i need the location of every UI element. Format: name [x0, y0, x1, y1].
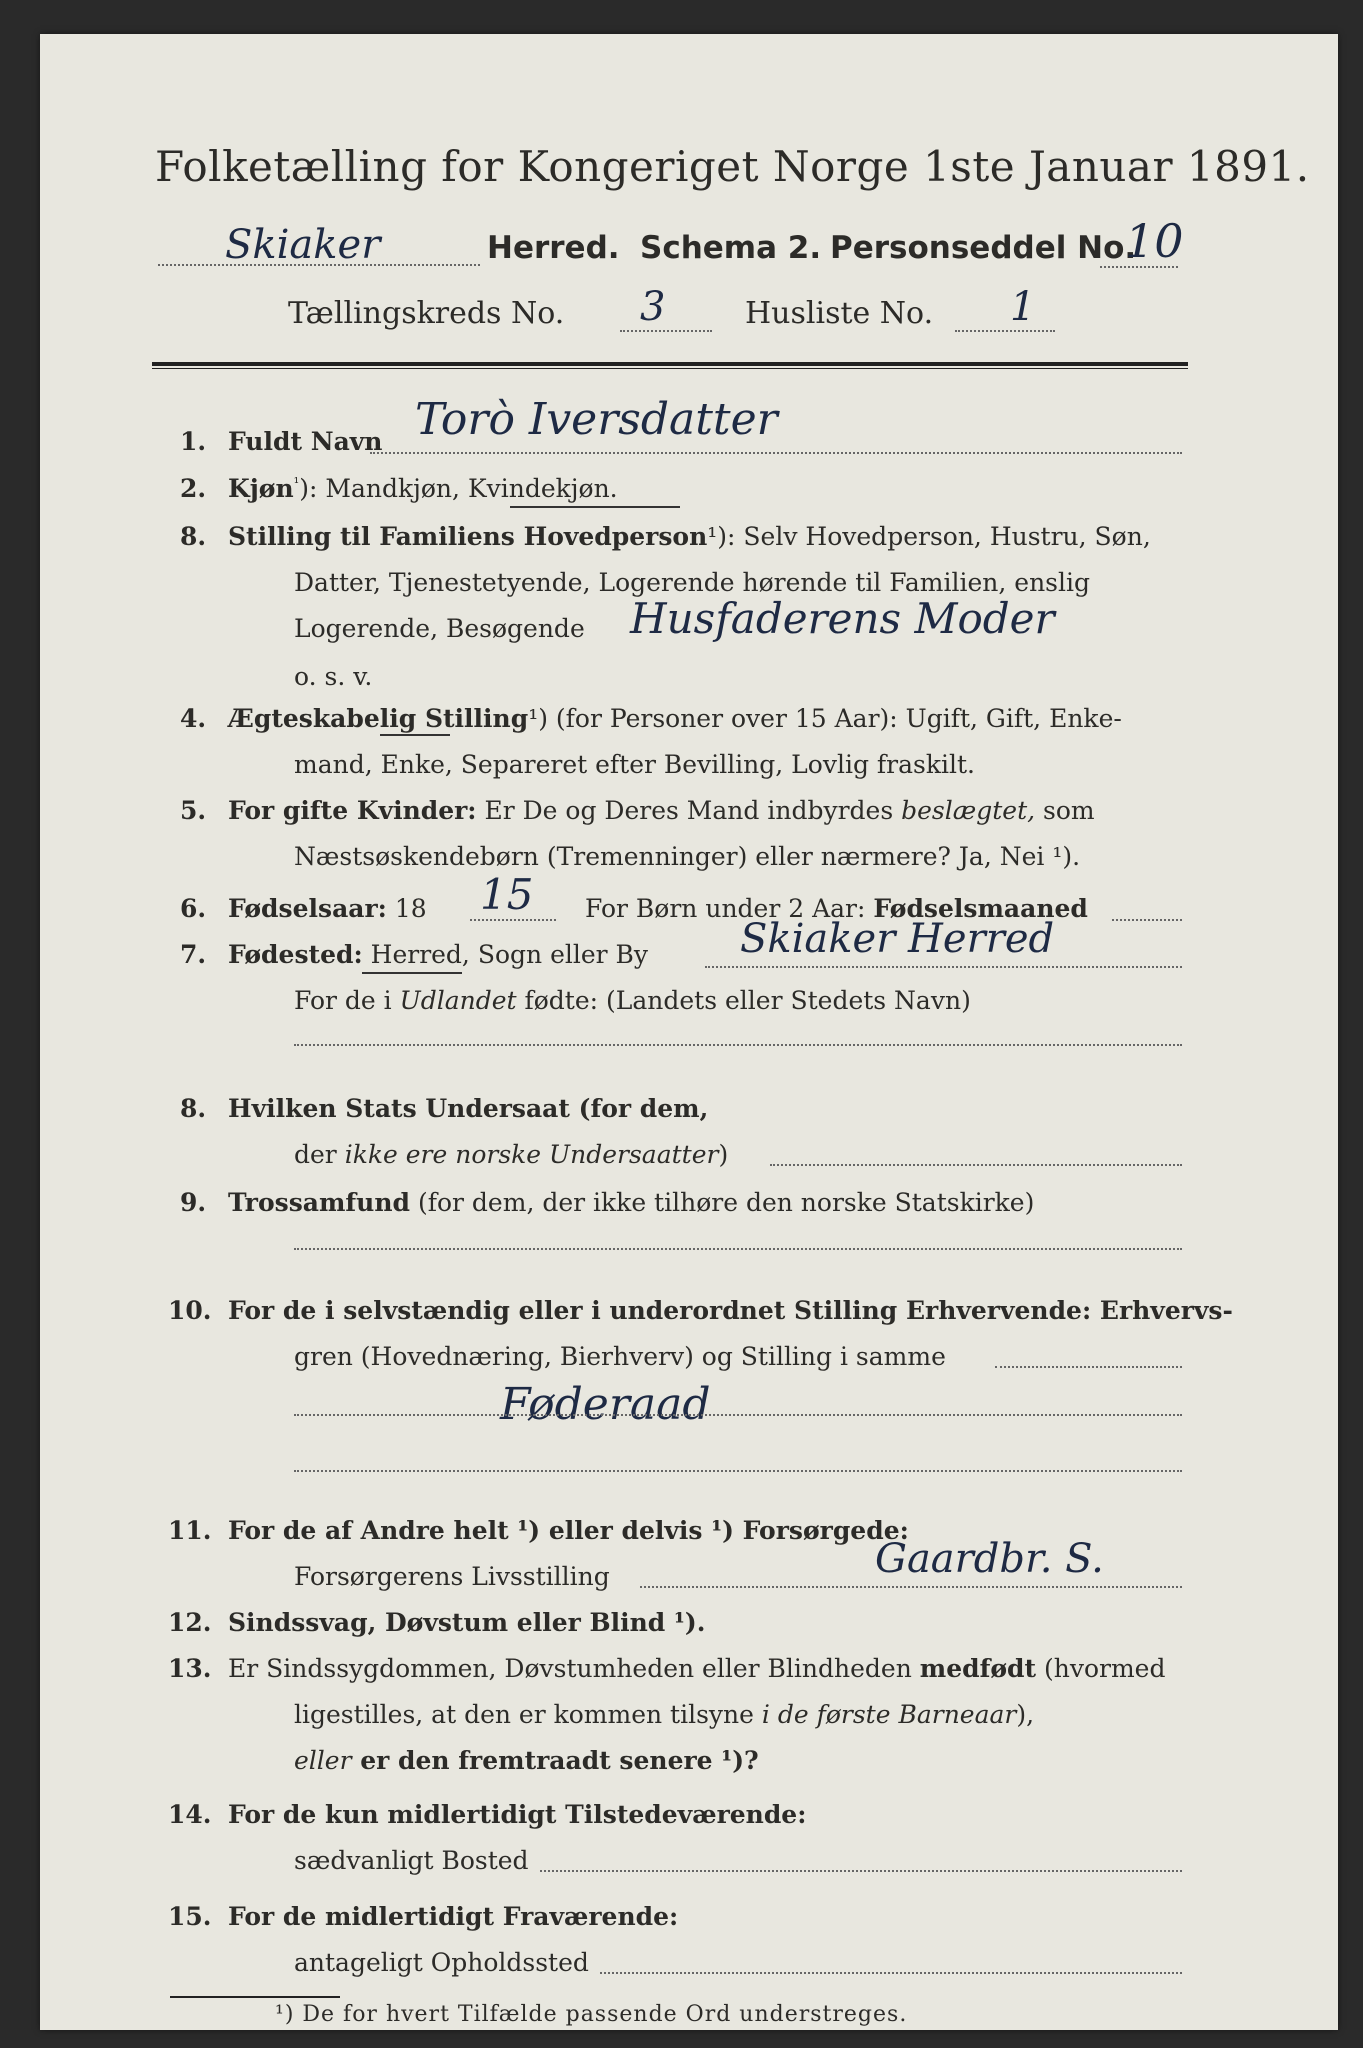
item-12-number: 12.	[168, 1608, 212, 1637]
taellingskreds-label: Tællingskreds No.	[288, 296, 565, 331]
temporary-residence-dotted-line	[600, 1972, 1182, 1974]
item-1-number: 1.	[180, 427, 207, 456]
personseddel-value: 10	[1125, 214, 1184, 268]
item-8-line2a: der	[294, 1140, 345, 1169]
nationality-dotted-line	[770, 1164, 1182, 1166]
kvindekjon-underline	[510, 506, 680, 508]
item-5-som: som	[1035, 796, 1095, 825]
item-5-line2: Næstsøskendebørn (Tremenninger) eller nærmere? Ja, Nei ¹).	[294, 842, 1081, 871]
herred-option: Herred,	[370, 940, 470, 969]
item-6-prefix: 18	[386, 894, 427, 923]
item-11-line1: For de af Andre helt ¹) eller delvis ¹) Forsørgede:	[228, 1516, 909, 1545]
occupation-dotted-line-3	[294, 1470, 1182, 1472]
husliste-dotted-line	[955, 330, 1055, 332]
form-title: Folketælling for Kongeriget Norge 1ste Januar 1891.	[155, 142, 1310, 191]
occupation-dotted-line-2	[294, 1414, 1182, 1416]
item-10-line2: gren (Hovednæring, Bierhverv) og Stilling i samme	[294, 1342, 946, 1371]
item-11-number: 11.	[168, 1516, 212, 1545]
item-13-line2b: ),	[1016, 1700, 1035, 1729]
full-name-value: Torò Iversdatter	[415, 394, 778, 445]
personseddel-dotted-line	[1100, 266, 1178, 268]
item-13-line3b: er den fremtraadt senere ¹)?	[351, 1746, 759, 1775]
item-8-line1: Hvilken Stats Undersaat (for dem,	[228, 1094, 709, 1123]
item-5-beslaegtet: beslægtet,	[901, 796, 1036, 825]
item-4-line2a: mand,	[294, 750, 381, 779]
herred-label: Herred.	[487, 230, 620, 266]
item-13-line2i: i de første Barneaar	[761, 1700, 1017, 1729]
item-3-line1: ¹): Selv Hovedperson, Hustru, Søn,	[707, 522, 1151, 551]
full-name-dotted-line	[370, 452, 1182, 454]
religion-dotted-line	[294, 1248, 1182, 1250]
header-rule-thin	[152, 368, 1188, 369]
item-7-label: Fødested:	[228, 940, 363, 969]
birthplace-dotted-line	[705, 966, 1182, 968]
family-position-value: Husfaderens Moder	[630, 594, 1055, 643]
item-6-rest: For Børn under 2 Aar:	[585, 894, 874, 923]
header-rule	[152, 362, 1188, 366]
usual-residence-dotted-line	[540, 1870, 1182, 1872]
footnote: ¹) De for hvert Tilfælde passende Ord understreges.	[275, 2002, 908, 2027]
taellingskreds-value: 3	[640, 284, 666, 330]
taellingskreds-dotted-line	[620, 330, 712, 332]
item-7-udlandet: Udlandet	[399, 986, 517, 1015]
husliste-label: Husliste No.	[745, 296, 934, 331]
item-4-number: 4.	[180, 704, 207, 733]
item-4-line1: ¹) (for Personer over 15 Aar): Ugift, Gift, Enke-	[528, 704, 1122, 733]
item-15-line1: For de midlertidigt Fraværende:	[228, 1902, 679, 1931]
item-8-line2b: )	[718, 1140, 729, 1169]
item-8-number: 8.	[180, 1094, 207, 1123]
item-6-label: Fødselsaar:	[228, 894, 387, 923]
item-2-number: 2.	[180, 474, 207, 503]
foreign-birthplace-dotted-line	[294, 1044, 1182, 1046]
item-13-line2a: ligestilles, at den er kommen tilsyne	[294, 1700, 762, 1729]
item-3-line4: o. s. v.	[294, 662, 373, 691]
item-15-line2: antageligt Opholdssted	[294, 1948, 589, 1977]
item-2-text: ): Mandkjøn,	[299, 474, 468, 503]
provider-dotted-line	[640, 1586, 1182, 1588]
provider-value: Gaardbr. S.	[875, 1536, 1104, 1582]
herred-dotted-line	[158, 264, 480, 266]
item-3-line3: Logerende, Besøgende	[294, 614, 585, 643]
item-9-label: Trossamfund	[228, 1188, 411, 1217]
birthplace-value: Skiaker Herred	[740, 916, 1055, 962]
item-9-number: 9.	[180, 1188, 207, 1217]
item-4-label: Ægteskabelig Stilling	[228, 704, 529, 733]
item-5-number: 5.	[180, 796, 207, 825]
item-13-medfodt: medfødt	[919, 1654, 1037, 1683]
birth-month-dotted-line	[1112, 919, 1182, 921]
enke-option: Enke,	[380, 750, 453, 779]
item-7-number: 7.	[180, 940, 207, 969]
item-5-label: For gifte Kvinder:	[228, 796, 477, 825]
schema-label: Schema 2.	[640, 230, 822, 266]
item-2-label: Kjøn	[228, 474, 294, 503]
item-10-line1: For de i selvstændig eller i underordnet Stilling Erhvervende: Erhvervs-	[228, 1296, 1233, 1325]
item-13-number: 13.	[168, 1654, 212, 1683]
item-5-line1: Er De og Deres Mand indbyrdes	[476, 796, 902, 825]
birth-year-value: 15	[480, 870, 534, 919]
item-9-rest: (for dem, der ikke tilhøre den norske Statskirke)	[410, 1188, 1035, 1217]
item-1-label: Fuldt Navn	[228, 427, 383, 456]
occupation-dotted-line-1	[995, 1366, 1182, 1368]
item-7-rest: Sogn eller By	[469, 940, 649, 969]
item-7-line2b: fødte: (Landets eller Stedets Navn)	[516, 986, 971, 1015]
census-form-sheet	[40, 34, 1338, 2030]
footnote-rule	[170, 1996, 340, 1998]
item-13-line3i: eller	[294, 1746, 352, 1775]
birth-year-dotted-line	[470, 919, 556, 921]
item-6-rest-bold: Fødselsmaaned	[873, 894, 1088, 923]
item-10-number: 10.	[168, 1296, 212, 1325]
herred-option-underline	[362, 972, 462, 974]
item-12-text: Sindssvag, Døvstum eller Blind ¹).	[228, 1608, 706, 1637]
item-7-line2a: For de i	[294, 986, 400, 1015]
item-13-line1b: (hvormed	[1036, 1654, 1166, 1683]
item-14-line1: For de kun midlertidigt Tilstedeværende:	[228, 1800, 807, 1829]
item-13-line1a: Er Sindssygdommen, Døvstumheden eller Blindheden	[228, 1654, 920, 1683]
item-3-label: Stilling til Familiens Hovedperson	[228, 522, 708, 551]
occupation-value: Føderaad	[500, 1379, 711, 1430]
husliste-value: 1	[1010, 284, 1036, 330]
personseddel-label: Personseddel No.	[830, 230, 1137, 266]
item-14-line2: sædvanligt Bosted	[294, 1846, 529, 1875]
kvindekjon-option: Kvindekjøn.	[467, 474, 618, 503]
item-4-line2b: Separeret efter Bevilling, Lovlig fraskilt.	[452, 750, 975, 779]
item-15-number: 15.	[168, 1902, 212, 1931]
item-2-sup: ¹	[293, 475, 300, 492]
enke-underline	[380, 734, 450, 736]
item-3-line2: Datter, Tjenestetyende, Logerende hørende til Familien, enslig	[294, 568, 1091, 597]
item-3-number: 8.	[180, 522, 207, 551]
item-8-line2i: ikke ere norske Undersaatter	[344, 1140, 719, 1169]
item-14-number: 14.	[168, 1800, 212, 1829]
item-11-line2: Forsørgerens Livsstilling	[294, 1562, 610, 1591]
item-6-number: 6.	[180, 894, 207, 923]
herred-value: Skiaker	[225, 222, 381, 268]
